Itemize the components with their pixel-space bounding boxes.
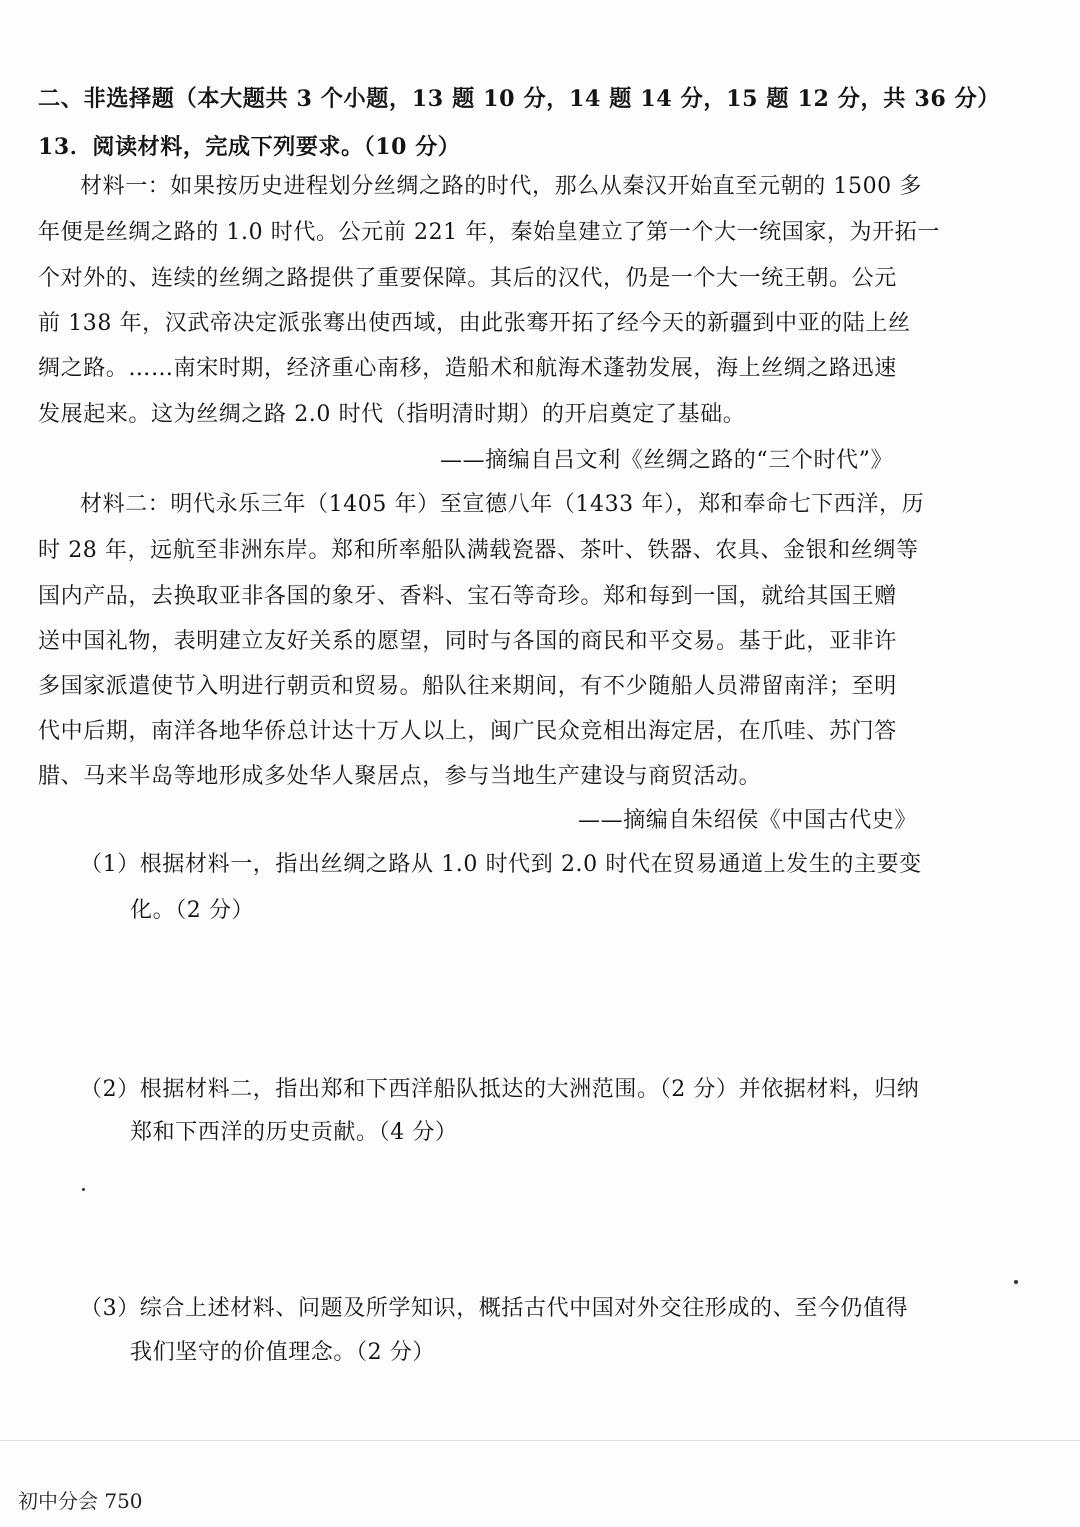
material-1-line: 个对外的、连续的丝绸之路提供了重要保障。其后的汉代，仍是一个大一统王朝。公元	[38, 266, 897, 291]
subquestion-2-text: 郑和下西洋的历史贡献。（4 分）	[130, 1120, 458, 1145]
subquestion-2-text: （2）根据材料二，指出郑和下西洋船队抵达的大洲范围。（2 分）并依据材料，归纳	[80, 1077, 920, 1102]
footer-divider	[0, 1440, 1080, 1441]
answer-area-3[interactable]	[80, 1380, 940, 1430]
material-2-line: 时 28 年，远航至非洲东岸。郑和所率船队满载瓷器、茶叶、铁器、农具、金银和丝绸等	[38, 538, 919, 563]
subquestion-3-text: （3）综合上述材料、问题及所学知识，概括古代中国对外交往形成的、至今仍值得	[80, 1296, 909, 1321]
material-1-source: ——摘编自吕文利《丝绸之路的“三个时代”》	[440, 448, 894, 473]
subquestion-1-text: （1）根据材料一，指出丝绸之路从 1.0 时代到 2.0 时代在贸易通道上发生的主要变	[80, 852, 922, 877]
answer-area-1[interactable]	[80, 940, 940, 1060]
material-1-line: 材料一：如果按历史进程划分丝绸之路的时代，那么从秦汉开始直至元朝的 1500 多	[80, 174, 922, 199]
material-1-line: 绸之路。……南宋时期，经济重心南移，造船术和航海术蓬勃发展，海上丝绸之路迅速	[38, 356, 897, 381]
material-1-line: 年便是丝绸之路的 1.0 时代。公元前 221 年，秦始皇建立了第一个大一统国家，为开拓一	[38, 220, 940, 245]
material-1-line: 前 138 年，汉武帝决定派张骞出使西域，由此张骞开拓了经今天的新疆到中亚的陆上丝	[38, 311, 911, 336]
material-2-line: 送中国礼物，表明建立友好关系的愿望，同时与各国的商民和平交易。基于此，亚非许	[38, 629, 897, 654]
answer-area-2[interactable]	[80, 1160, 940, 1280]
subquestion-3-text: 我们坚守的价值理念。（2 分）	[130, 1340, 435, 1365]
material-1-line: 发展起来。这为丝绸之路 2.0 时代（指明清时期）的开启奠定了基础。	[38, 402, 746, 427]
material-2-source: ——摘编自朱绍侯《中国古代史》	[578, 808, 918, 833]
section-header: 二、非选择题（本大题共 3 个小题，13 题 10 分，14 题 14 分，15 题 12 分，共 36 分）	[38, 86, 1001, 112]
subquestion-1-text: 化。（2 分）	[130, 898, 255, 923]
question-13-title: 13．阅读材料，完成下列要求。（10 分）	[38, 134, 461, 160]
scan-speck	[1014, 1280, 1018, 1284]
material-2-line: 多国家派遣使节入明进行朝贡和贸易。船队往来期间，有不少随船人员滞留南洋；至明	[38, 674, 897, 699]
material-2-line: 腊、马来半岛等地形成多处华人聚居点，参与当地生产建设与商贸活动。	[38, 764, 762, 789]
material-2-line: 国内产品，去换取亚非各国的象牙、香料、宝石等奇珍。郑和每到一国，就给其国王赠	[38, 584, 897, 609]
material-2-line: 材料二：明代永乐三年（1405 年）至宣德八年（1433 年），郑和奉命七下西洋，历	[80, 492, 925, 517]
material-2-line: 代中后期，南洋各地华侨总计达十万人以上，闽广民众竞相出海定居，在爪哇、苏门答	[38, 719, 897, 744]
page-footer: 初中分会 750	[18, 1489, 143, 1513]
scan-speck	[82, 1188, 85, 1191]
